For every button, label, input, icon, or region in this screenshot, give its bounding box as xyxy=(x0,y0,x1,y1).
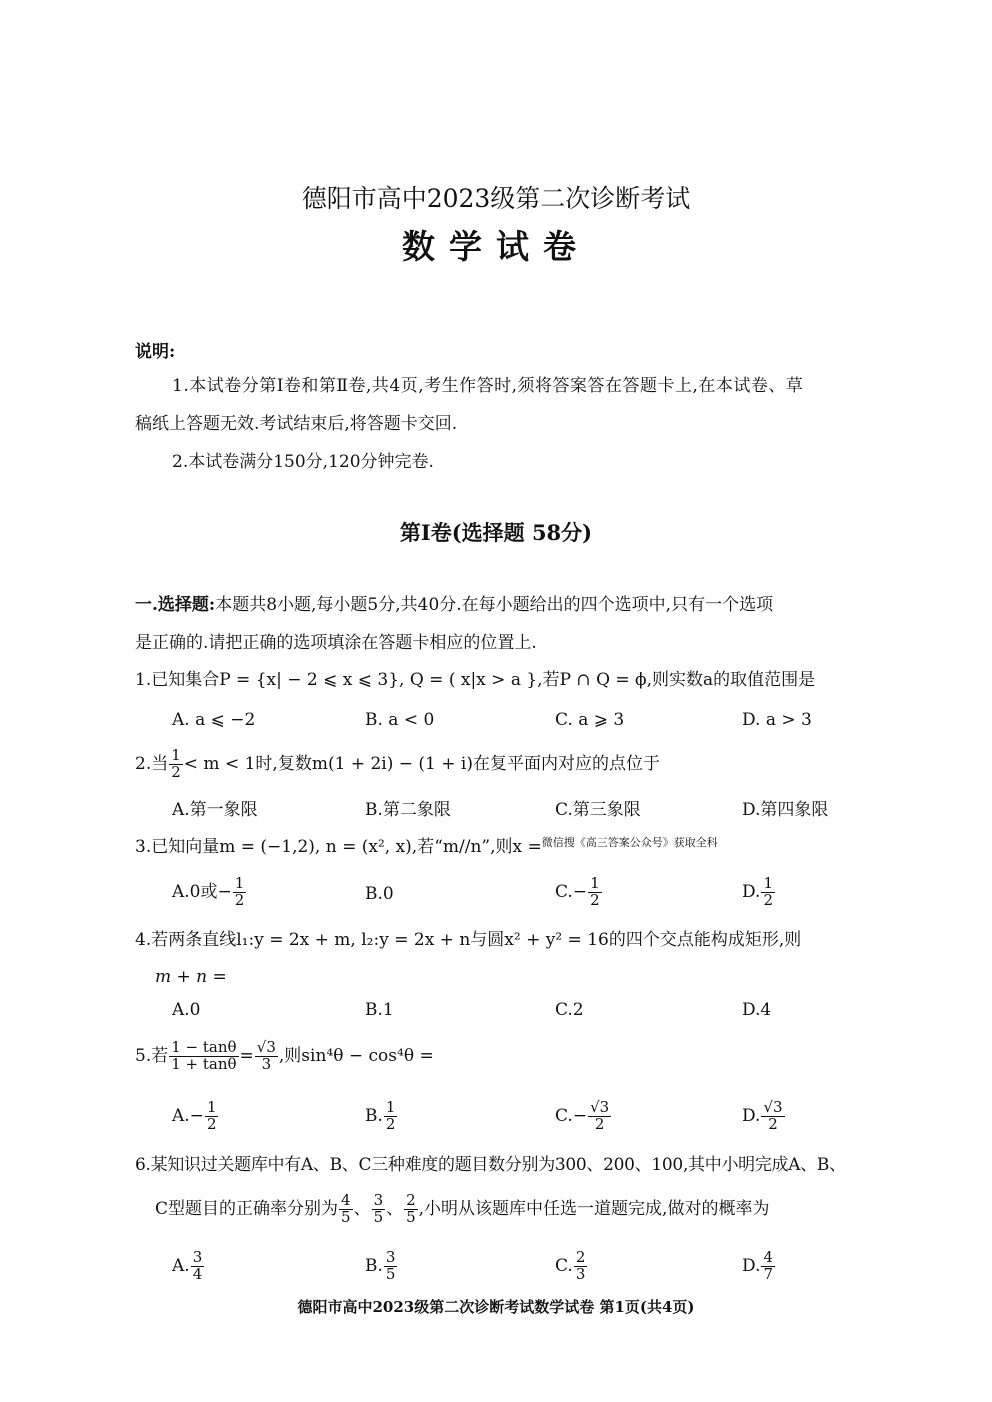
q6-option-b: B. $\frac{3}{5}$ xyxy=(365,1248,396,1283)
question-6-stem: 6.某知识过关题库中有A、B、C三种难度的题目数分别为300、200、100,其中小明完成A、B、 xyxy=(135,1155,846,1175)
q6-option-c: C. $\frac{2}{3}$ xyxy=(555,1248,586,1283)
note-line: 2.本试卷满分150分,120分钟完卷. xyxy=(172,452,434,472)
fraction: $\frac{1}{2}$ xyxy=(171,746,181,781)
question-5-stem: 5.若 $\frac{1 - \tan\theta}{1 + \tan\theta}$ = $\frac{√3}{3}$ ,则sin⁴θ − cos⁴θ = xyxy=(135,1038,434,1073)
fraction: $\frac{√3}{3}$ xyxy=(256,1038,276,1073)
q4-option-c: C.2 xyxy=(555,1000,584,1020)
q5-option-b: B. $\frac{1}{2}$ xyxy=(365,1098,396,1133)
question-2-stem xyxy=(135,748,660,781)
q4-option-b: B.1 xyxy=(365,1000,394,1020)
q2-option-c: C.第三象限 xyxy=(555,800,641,820)
notes-label: 说明: xyxy=(135,342,176,362)
watermark-text: 微信搜《高三答案公众号》获取全科 xyxy=(541,836,718,849)
q6-option-a: A. $\frac{3}{4}$ xyxy=(172,1248,203,1283)
q3-text: 3.已知向量m = (−1,2), n = (x², x),若“m//n”,则x = xyxy=(135,837,542,857)
intro-text: 是正确的.请把正确的选项填涂在答题卡相应的位置上. xyxy=(135,633,537,653)
q2-option-d: D.第四象限 xyxy=(742,800,829,820)
section-title: 第Ⅰ卷(选择题 58分) xyxy=(399,520,593,545)
intro-label: 一.选择题: xyxy=(135,595,216,615)
exam-subject: 数学试卷 xyxy=(402,227,590,266)
q5-option-c: C.− $\frac{√3}{2}$ xyxy=(555,1098,610,1133)
question-4-stem: 4.若两条直线l₁:y = 2x + m, l₂:y = 2x + n与圆x² + y² = 16的四个交点能构成矩形,则 xyxy=(135,930,802,950)
q3-option-c: C.− $\frac{1}{2}$ xyxy=(555,874,600,909)
q1-option-a: A. a ⩽ −2 xyxy=(172,710,256,730)
q1-option-d: D. a > 3 xyxy=(742,710,812,730)
q3-option-a: A.0或− $\frac{1}{2}$ xyxy=(172,874,245,909)
exam-title: 德阳市高中2023级第二次诊断考试 xyxy=(301,184,691,213)
note-line: 1.本试卷分第Ⅰ卷和第Ⅱ卷,共4页,考生作答时,须将答案答在答题卡上,在本试卷、草 xyxy=(172,376,804,396)
q1-option-b: B. a < 0 xyxy=(365,710,435,730)
q6-option-d: D. $\frac{4}{7}$ xyxy=(742,1248,773,1283)
page-footer: 德阳市高中2023级第二次诊断考试数学试卷 第1页(共4页) xyxy=(297,1298,695,1316)
q3-option-b: B.0 xyxy=(365,884,394,904)
question-3-stem xyxy=(135,837,718,856)
q5-option-d: D. $\frac{√3}{2}$ xyxy=(742,1098,783,1133)
q1-option-c: C. a ⩾ 3 xyxy=(555,710,625,730)
q2-option-b: B.第二象限 xyxy=(365,800,451,820)
q3-option-d: D. $\frac{1}{2}$ xyxy=(742,874,773,909)
intro-text: 本题共8小题,每小题5分,共40分.在每小题给出的四个选项中,只有一个选项 xyxy=(215,595,774,615)
q2-prefix: 2.当 xyxy=(135,753,169,774)
section-intro xyxy=(135,597,773,614)
q4-option-d: D.4 xyxy=(742,1000,772,1020)
question-4-stem-cont: m + n = xyxy=(155,967,227,987)
q5-option-a: A.− $\frac{1}{2}$ xyxy=(172,1098,217,1133)
question-1-stem: 1.已知集合P = {x| − 2 ⩽ x ⩽ 3}, Q = ( x|x > a },若P ∩ Q = ϕ,则实数a的取值范围是 xyxy=(135,670,816,690)
q4-option-a: A.0 xyxy=(172,1000,201,1020)
question-6-stem-cont: C型题目的正确率分别为 $\frac{4}{5}$ 、 $\frac{3}{5}$ 、 $\frac{2}{5}$ ,小明从该题库中任选一道题完成,做对的概率为 xyxy=(155,1191,770,1226)
q2-option-a: A.第一象限 xyxy=(172,800,258,820)
fraction: $\frac{1 - \tan\theta}{1 + \tan\theta}$ xyxy=(171,1038,237,1073)
note-line: 稿纸上答题无效.考试结束后,将答题卡交回. xyxy=(135,414,458,434)
q2-rest: < m < 1时,复数m(1 + 2i) − (1 + i)在复平面内对应的点位于 xyxy=(183,753,660,774)
